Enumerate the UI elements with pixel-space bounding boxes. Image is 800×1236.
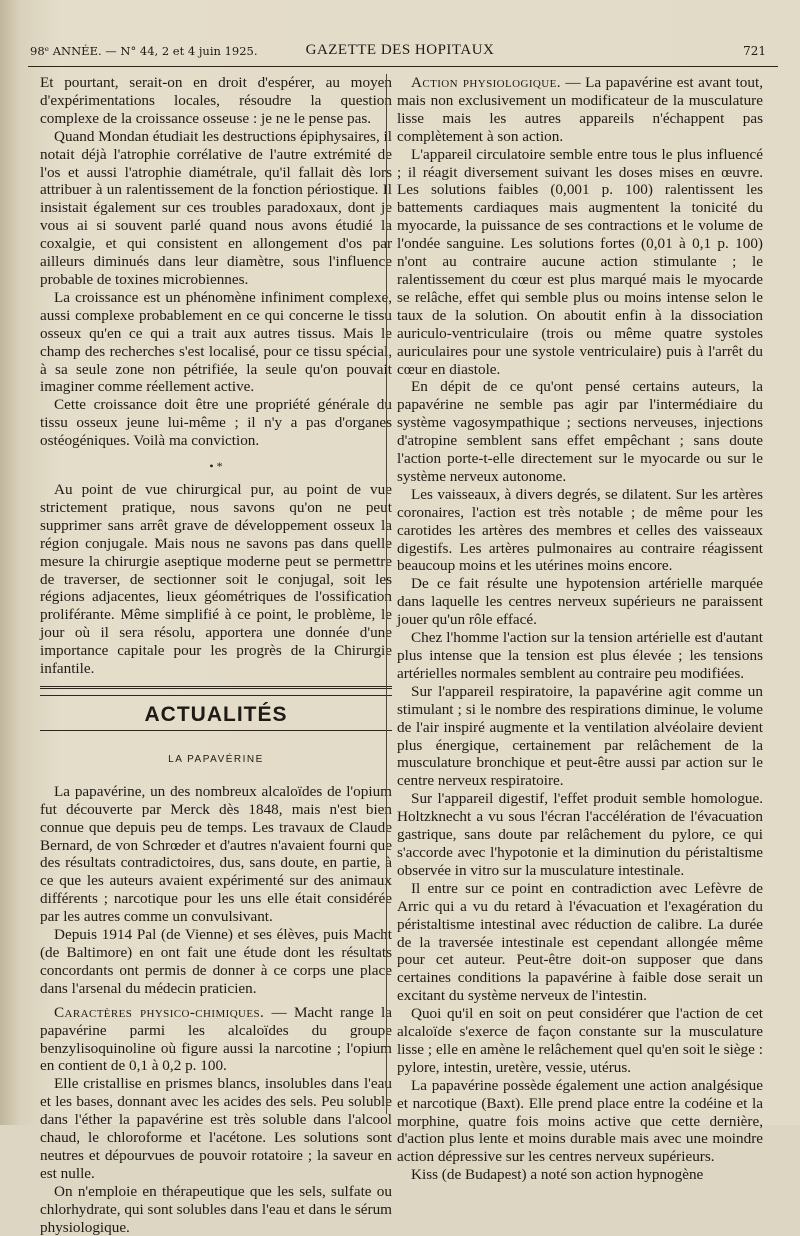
paragraph: Depuis 1914 Pal (de Vienne) et ses élèves, puis Macht (de Baltimore) en ont fait une étude dont les résultats concordants ont permis de donner à ce corps une place dans l'arsenal du médecin praticien.: [40, 926, 392, 997]
right-column: [397, 74, 763, 1184]
header-rule: [28, 66, 778, 67]
run-in-text: — Macht range la papavérine parmi les alcaloïdes du groupe benzylisoquinoline où figure aussi la narcotine ; l'opium en contient de 0,1 à 0,2 p. 100.: [40, 1003, 392, 1075]
journal-title: GAZETTE DES HOPITAUX: [305, 42, 495, 58]
section-rule-top: [40, 686, 392, 696]
paragraph: Cette croissance doit être une propriété générale du tissu osseux jeune lui-même ; il n'y a pas d'organes ostéogéniques. Voilà ma conviction.: [40, 396, 392, 450]
paragraph: Quand Mondan étudiait les destructions épiphysaires, il notait déjà l'atrophie corrélative de l'autre extrémité de l'os et aussi l'atrophie diamétrale, qu'il fallait dès lors attribuer à un ralentissement de la fonction périostique. Il insistait également sur ces troubles paradoxaux, dont je vous ai si souvent parlé quand nous avons étudié la coxalgie, et qui consistent en allongement d'os par ailleurs diminués dans leur diamètre, sous l'influence probable de toxines microbiennes.: [40, 127, 392, 288]
paragraph: En dépit de ce qu'ont pensé certains auteurs, la papavérine ne semble pas agir par l'intermédiaire du système vagosympathique ; sections nerveuses, injections d'atropine semblent sans effet empêchant ; sans doute l'action porte-t-elle directement sur le myocarde ou sur le système nerveux autonome.: [397, 378, 763, 485]
run-in-heading: Action physiologique.: [411, 74, 561, 91]
paragraph: Au point de vue chirurgical pur, au point de vue strictement pratique, nous savons qu'on ne peut supprimer sans arrêt grave de développement osseux la région conjugale. Mais nous ne savons pas dans quelle mesure la chirurgie aseptique moderne peut se permettre de traverser, de sectionner soit le conjugal, soit les régions adjacentes, lieux géométriques de l'ossification proliférante. Même simplifié à ce point, le problème, le jour où il sera résolu, apportera une donnée d'une importance capitale pour les progrès de la Chirurgie infantile.: [40, 481, 392, 678]
run-in-heading: Caractères physico-chimiques.: [54, 1003, 265, 1021]
page-number: 721: [743, 44, 766, 58]
paragraph: La papavérine possède également une action analgésique et narcotique (Baxt). Elle prend place entre la codéine et la morphine, quatre fois moins active que cette dernière, d'action plus lente et moins durable mais avec une moindre action dépressive sur les centres nerveux supérieurs.: [397, 1076, 763, 1166]
section-asterism: • *: [209, 459, 223, 474]
section-rule-bottom: [40, 730, 392, 731]
paragraph: L'appareil circulatoire semble entre tous le plus influencé ; il réagit diversement suivant les doses mises en œuvre. Les solutions faibles (0,001 p. 100) ralentissent les battements cardiaques mais augmentent la tonicité du myocarde, la puissance de ses contractions et le volume de l'ondée sanguine. Les solutions fortes (0,01 à 0,1 p. 100) n'ont au contraire aucune action stimulante ; le ralentissement du cœur est plus marqué mais le myocarde se relâche, effet qui semble plus ou moins intense selon le taux de la solution. On aboutit enfin à la dissociation auriculo-ventriculaire (trois ou même quatre systoles auriculaires pour une systole ventriculaire) puis à l'arrêt du cœur en diastole.: [397, 145, 763, 378]
paragraph: [397, 74, 763, 146]
paragraph: Quoi qu'il en soit on peut considérer que l'action de cet alcaloïde s'exerce de façon constante sur la musculature lisse ; elle en amène le relâchement quel qu'en soit le siège : pylore, intestin, uretère, vessie, utérus.: [397, 1005, 763, 1076]
column-divider: [386, 74, 387, 1114]
paragraph: Sur l'appareil respiratoire, la papavérine agit comme un stimulant ; si le nombre des respirations diminue, le volume de l'air inspiré augmente et la ventilation alvéolaire devient plus énergique, certainement par relâchement de la musculature bronchique et peut-être aussi par action sur le centre nerveux respiratoire.: [397, 682, 763, 790]
paragraph: Sur l'appareil digestif, l'effet produit semble homologue. Holtzknecht a vu sous l'écran l'accélération de l'évacuation gastrique, sans doute par relâchement du pylore, ce qui s'accorde avec l'hypotonie et la diminution du péristaltisme observée in vitro sur la musculature intestinale.: [397, 790, 763, 879]
paragraph: [40, 1004, 392, 1076]
paragraph: Kiss (de Budapest) a noté son action hypnogène: [411, 1166, 704, 1184]
paragraph: La croissance est un phénomène infiniment complexe, aussi complexe probablement en ce qui concerne le tissu osseux qu'en ce qui a trait aux autres tissus. Mais le champ des recherches s'est localisé, pour ce tissu spécial, à sa seule zone non pétrifiée, la seule qu'on pouvait imaginer comme réellement active.: [40, 288, 392, 396]
paragraph: La papavérine, un des nombreux alcaloïdes de l'opium fut découverte par Merck dès 1848, mais n'est bien connue que depuis peu de temps. Les travaux de Claude Bernard, de von Schrœder et d'autres n'avaient fourni que des résultats contradictoires, dus, sans doute, en partie, à ce que les auteurs avaient expérimenté sur des animaux différents ; narcotique pour les uns elle était considérée par les autres comme un convulsivant.: [40, 782, 392, 926]
left-column: [40, 74, 392, 1236]
run-in-text: — La papavérine est avant tout, mais non exclusivement un modificateur de la musculature lisse mais les autres appareils n'échappent pas complètement à son action.: [397, 74, 763, 145]
paragraph: Elle cristallise en prismes blancs, insolubles dans l'eau et les bases, donnant avec les acides des sels. Peu soluble dans l'éther la papavérine est très soluble dans l'alcool chaud, le chloroforme et l'acétone. Les solutions sont neutres et dépourvues de pouvoir rotatoire ; la saveur en est nulle.: [40, 1075, 392, 1182]
article-title: LA PAPAVÉRINE: [168, 753, 264, 765]
paragraph: Les vaisseaux, à divers degrés, se dilatent. Sur les artères coronaires, l'action est très notable ; de même pour les carotides les artères des membres et celles des vaisseaux digestifs. Les artères pulmonaires au contraire réagissent beaucoup moins et les utérines moins encore.: [397, 485, 763, 575]
paragraph: De ce fait résulte une hypotension artérielle marquée dans laquelle les centres nerveux supérieurs ne paraissent jouer qu'un rôle effacé.: [397, 575, 763, 629]
paragraph: Et pourtant, serait-on en droit d'espérer, au moyen d'expérimentations locales, résoudre la question complexe de la croissance osseuse : je ne le pense pas.: [40, 74, 392, 127]
paragraph: On n'emploie en thérapeutique que les sels, sulfate ou chlorhydrate, qui sont solubles dans l'eau et dans le sérum physiologique.: [40, 1182, 392, 1236]
page-header: [30, 38, 770, 64]
issue-info: 98ᵉ ANNÉE. — N° 44, 2 et 4 juin 1925.: [30, 44, 258, 58]
paragraph: Chez l'homme l'action sur la tension artérielle est d'autant plus intense que la tension est plus élevée ; les tensions artérielles normales semblent au contraire peu modifiées.: [397, 629, 763, 682]
section-heading: ACTUALITÉS: [144, 703, 288, 726]
paragraph: Il entre sur ce point en contradiction avec Lefèvre de Arric qui a vu du retard à l'évacuation et l'exagération du péristaltisme intestinal avec réduction de calibre. La durée de la traversée intestinale est cependant allongée même pour cet auteur. Peut-être doit-on supposer que dans certaines conditions la papavérine à faible dose serait un excitant du système nerveux de l'intestin.: [397, 879, 763, 1005]
